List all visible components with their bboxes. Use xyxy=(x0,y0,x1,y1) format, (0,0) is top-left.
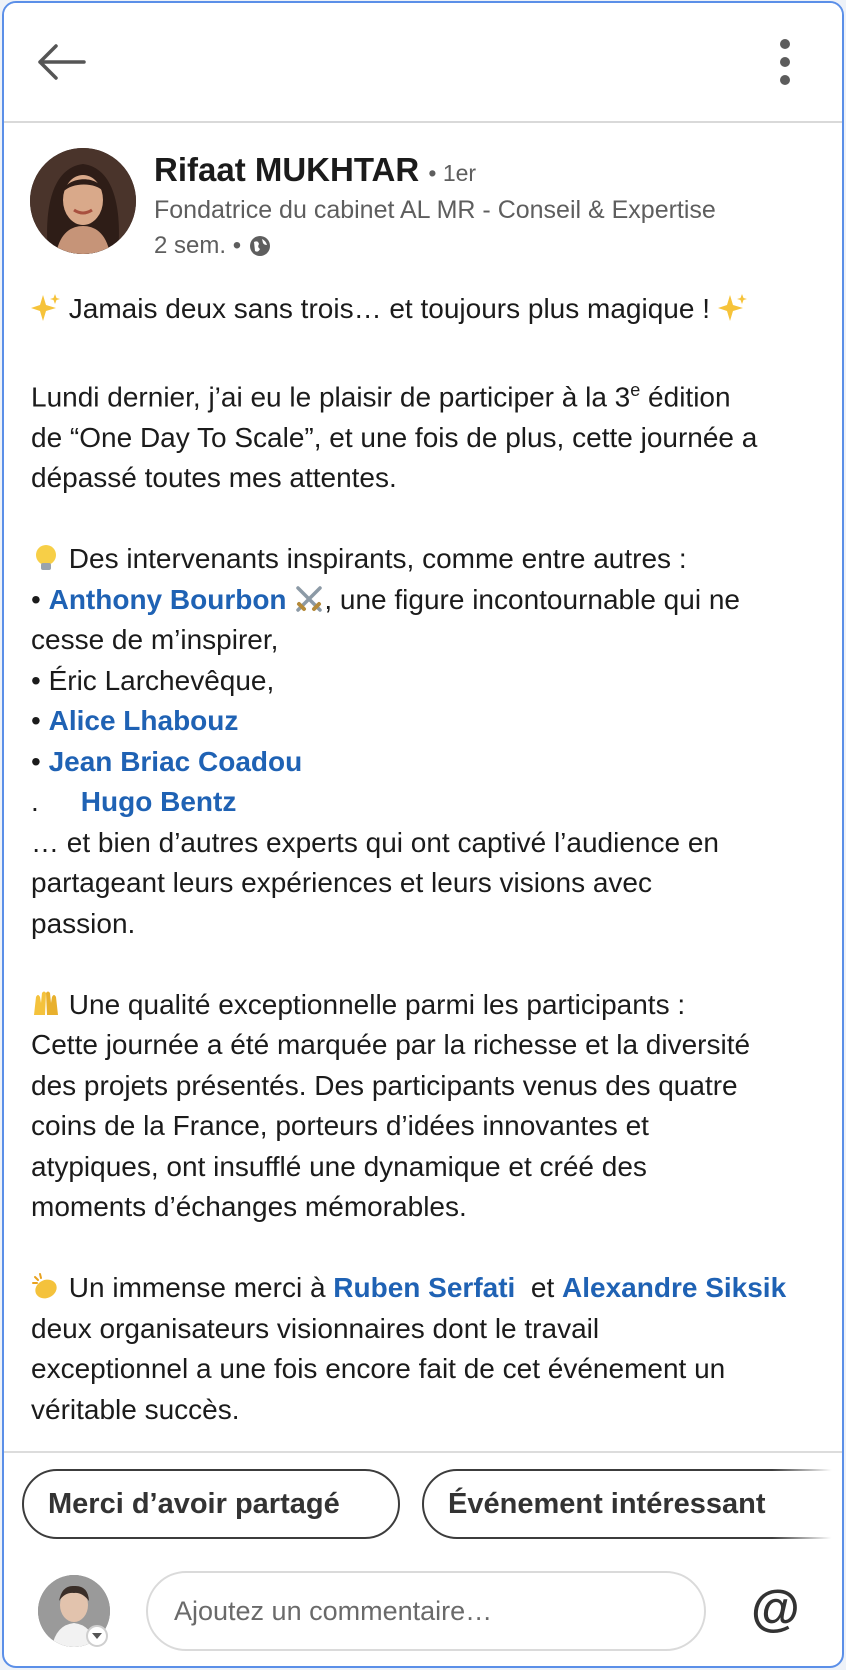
mention-link[interactable]: Alexandre Siksik xyxy=(562,1272,787,1304)
suggested-replies xyxy=(22,1469,842,1541)
more-options-button[interactable] xyxy=(770,37,800,87)
post-time: 2 sem. • xyxy=(154,232,242,259)
post-line: . Hugo Bentz xyxy=(31,786,237,818)
post-line: … et bien d’autres experts qui ont captivé l’audience en xyxy=(31,826,719,858)
light-bulb-icon xyxy=(31,543,61,573)
mention-link[interactable]: Jean Briac Coadou xyxy=(48,745,303,777)
vertical-ellipsis-icon xyxy=(780,39,790,49)
post-line: Des intervenants inspirants, comme entre autres : xyxy=(31,539,831,580)
author-headline: Fondatrice du cabinet AL MR - Conseil & Expertise xyxy=(154,196,716,224)
post-line: Lundi dernier, j’ai eu le plaisir de participer à la 3e édition xyxy=(31,380,731,413)
sparkles-icon xyxy=(31,293,61,323)
post-body xyxy=(31,289,831,1430)
suggested-reply-chip[interactable]: Merci d’avoir partagé xyxy=(22,1469,400,1539)
post-line: Cette journée a été marquée par la richesse et la diversité xyxy=(31,1029,751,1061)
post-line: véritable succès. xyxy=(31,1393,240,1425)
post-line: exceptionnel a une fois encore fait de cet événement un xyxy=(31,1353,726,1385)
account-switch-button[interactable] xyxy=(86,1625,108,1647)
post-line: cesse de m’inspirer, xyxy=(31,624,279,656)
arrow-left-icon xyxy=(34,39,88,85)
suggested-reply-chip[interactable]: Événement intéressant xyxy=(422,1469,842,1539)
post-line: dépassé toutes mes attentes. xyxy=(31,462,397,494)
post-line: • Jean Briac Coadou xyxy=(31,745,303,777)
mention-link[interactable]: Hugo Bentz xyxy=(80,786,237,818)
post-line: deux organisateurs visionnaires dont le travail xyxy=(31,1312,600,1344)
back-button[interactable] xyxy=(34,39,88,85)
comment-composer xyxy=(4,1563,842,1663)
post-line: atypiques, ont insufflé une dynamique et créé des xyxy=(31,1150,647,1182)
author-name[interactable]: Rifaat MUKHTAR xyxy=(154,151,420,188)
post-author xyxy=(4,133,842,263)
post-line: moments d’échanges mémorables. xyxy=(31,1191,467,1223)
post-line: Une qualité exceptionnelle parmi les participants : xyxy=(31,985,831,1026)
post-line: Jamais deux sans trois… et toujours plus magique ! xyxy=(31,289,831,330)
mention-button[interactable]: @ xyxy=(751,1580,800,1636)
caret-down-icon xyxy=(88,1627,106,1645)
chips-fade-overlay xyxy=(772,1465,842,1545)
post-line: de “One Day To Scale”, et une fois de plus, cette journée a xyxy=(31,421,758,453)
post-line: coins de la France, porteurs d’idées innovantes et xyxy=(31,1110,649,1142)
post-line: Un immense merci à Ruben Serfati et Alexandre Siksik xyxy=(31,1268,831,1309)
author-avatar[interactable] xyxy=(30,148,136,254)
sparkles-icon xyxy=(718,293,748,323)
connection-degree: • 1er xyxy=(428,160,477,186)
post-line: • Éric Larchevêque, xyxy=(31,664,275,696)
globe-icon xyxy=(249,235,271,257)
post-line: • Anthony Bourbon , une figure incontournable qui ne xyxy=(31,583,740,615)
author-name-line xyxy=(154,151,476,189)
crossed-swords-icon xyxy=(294,584,324,614)
post-line: • Alice Lhabouz xyxy=(31,705,239,737)
comment-input[interactable]: Ajoutez un commentaire… xyxy=(146,1571,706,1651)
post-detail-screen xyxy=(2,1,844,1668)
top-bar xyxy=(4,3,842,123)
post-line: partageant leurs expériences et leurs visions avec xyxy=(31,867,653,899)
post-line: des projets présentés. Des participants venus des quatre xyxy=(31,1069,738,1101)
mention-link[interactable]: Ruben Serfati xyxy=(333,1272,516,1304)
divider xyxy=(4,1451,842,1453)
post-meta xyxy=(154,232,271,260)
post-line: passion. xyxy=(31,907,136,939)
raising-hands-icon xyxy=(31,989,61,1019)
clapping-hands-icon xyxy=(31,1272,61,1302)
mention-link[interactable]: Alice Lhabouz xyxy=(48,705,239,737)
mention-link[interactable]: Anthony Bourbon xyxy=(48,583,287,615)
